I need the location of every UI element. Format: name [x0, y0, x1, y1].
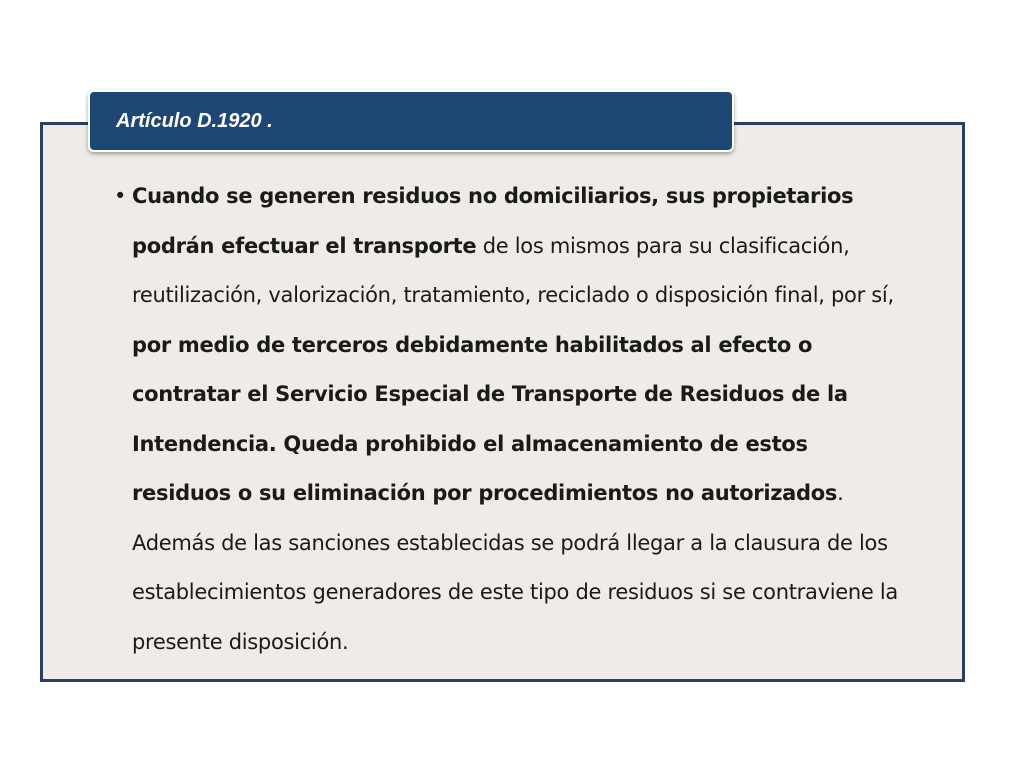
- text-segment-bold-2: por medio de terceros debidamente habilitados al efecto o contratar el Servicio Especial de Transporte de Residuos de la Intendencia. Queda prohibido el almacenamiento de estos residuos o su eliminación por procedimientos no autorizados: [132, 332, 848, 505]
- title-bar: [88, 90, 734, 152]
- text-segment-regular-1: de los mismos para su clasificación, reutilización, valorización, tratamiento, reciclado o disposición final, por sí,: [132, 233, 894, 307]
- text-segment-regular-2: . Además de las sanciones establecidas se podrá llegar a la clausura de los establecimientos generadores de este tipo de residuos si se contraviene la presente disposición.: [132, 481, 898, 654]
- article-title: Artículo D.1920 .: [116, 110, 273, 132]
- bullet-marker: •: [114, 184, 127, 208]
- text-segment-bold-1: Cuando se generen residuos no domiciliarios, sus propietarios podrán efectuar el transporte: [132, 184, 854, 258]
- article-paragraph: [114, 172, 904, 667]
- article-body: [114, 172, 904, 667]
